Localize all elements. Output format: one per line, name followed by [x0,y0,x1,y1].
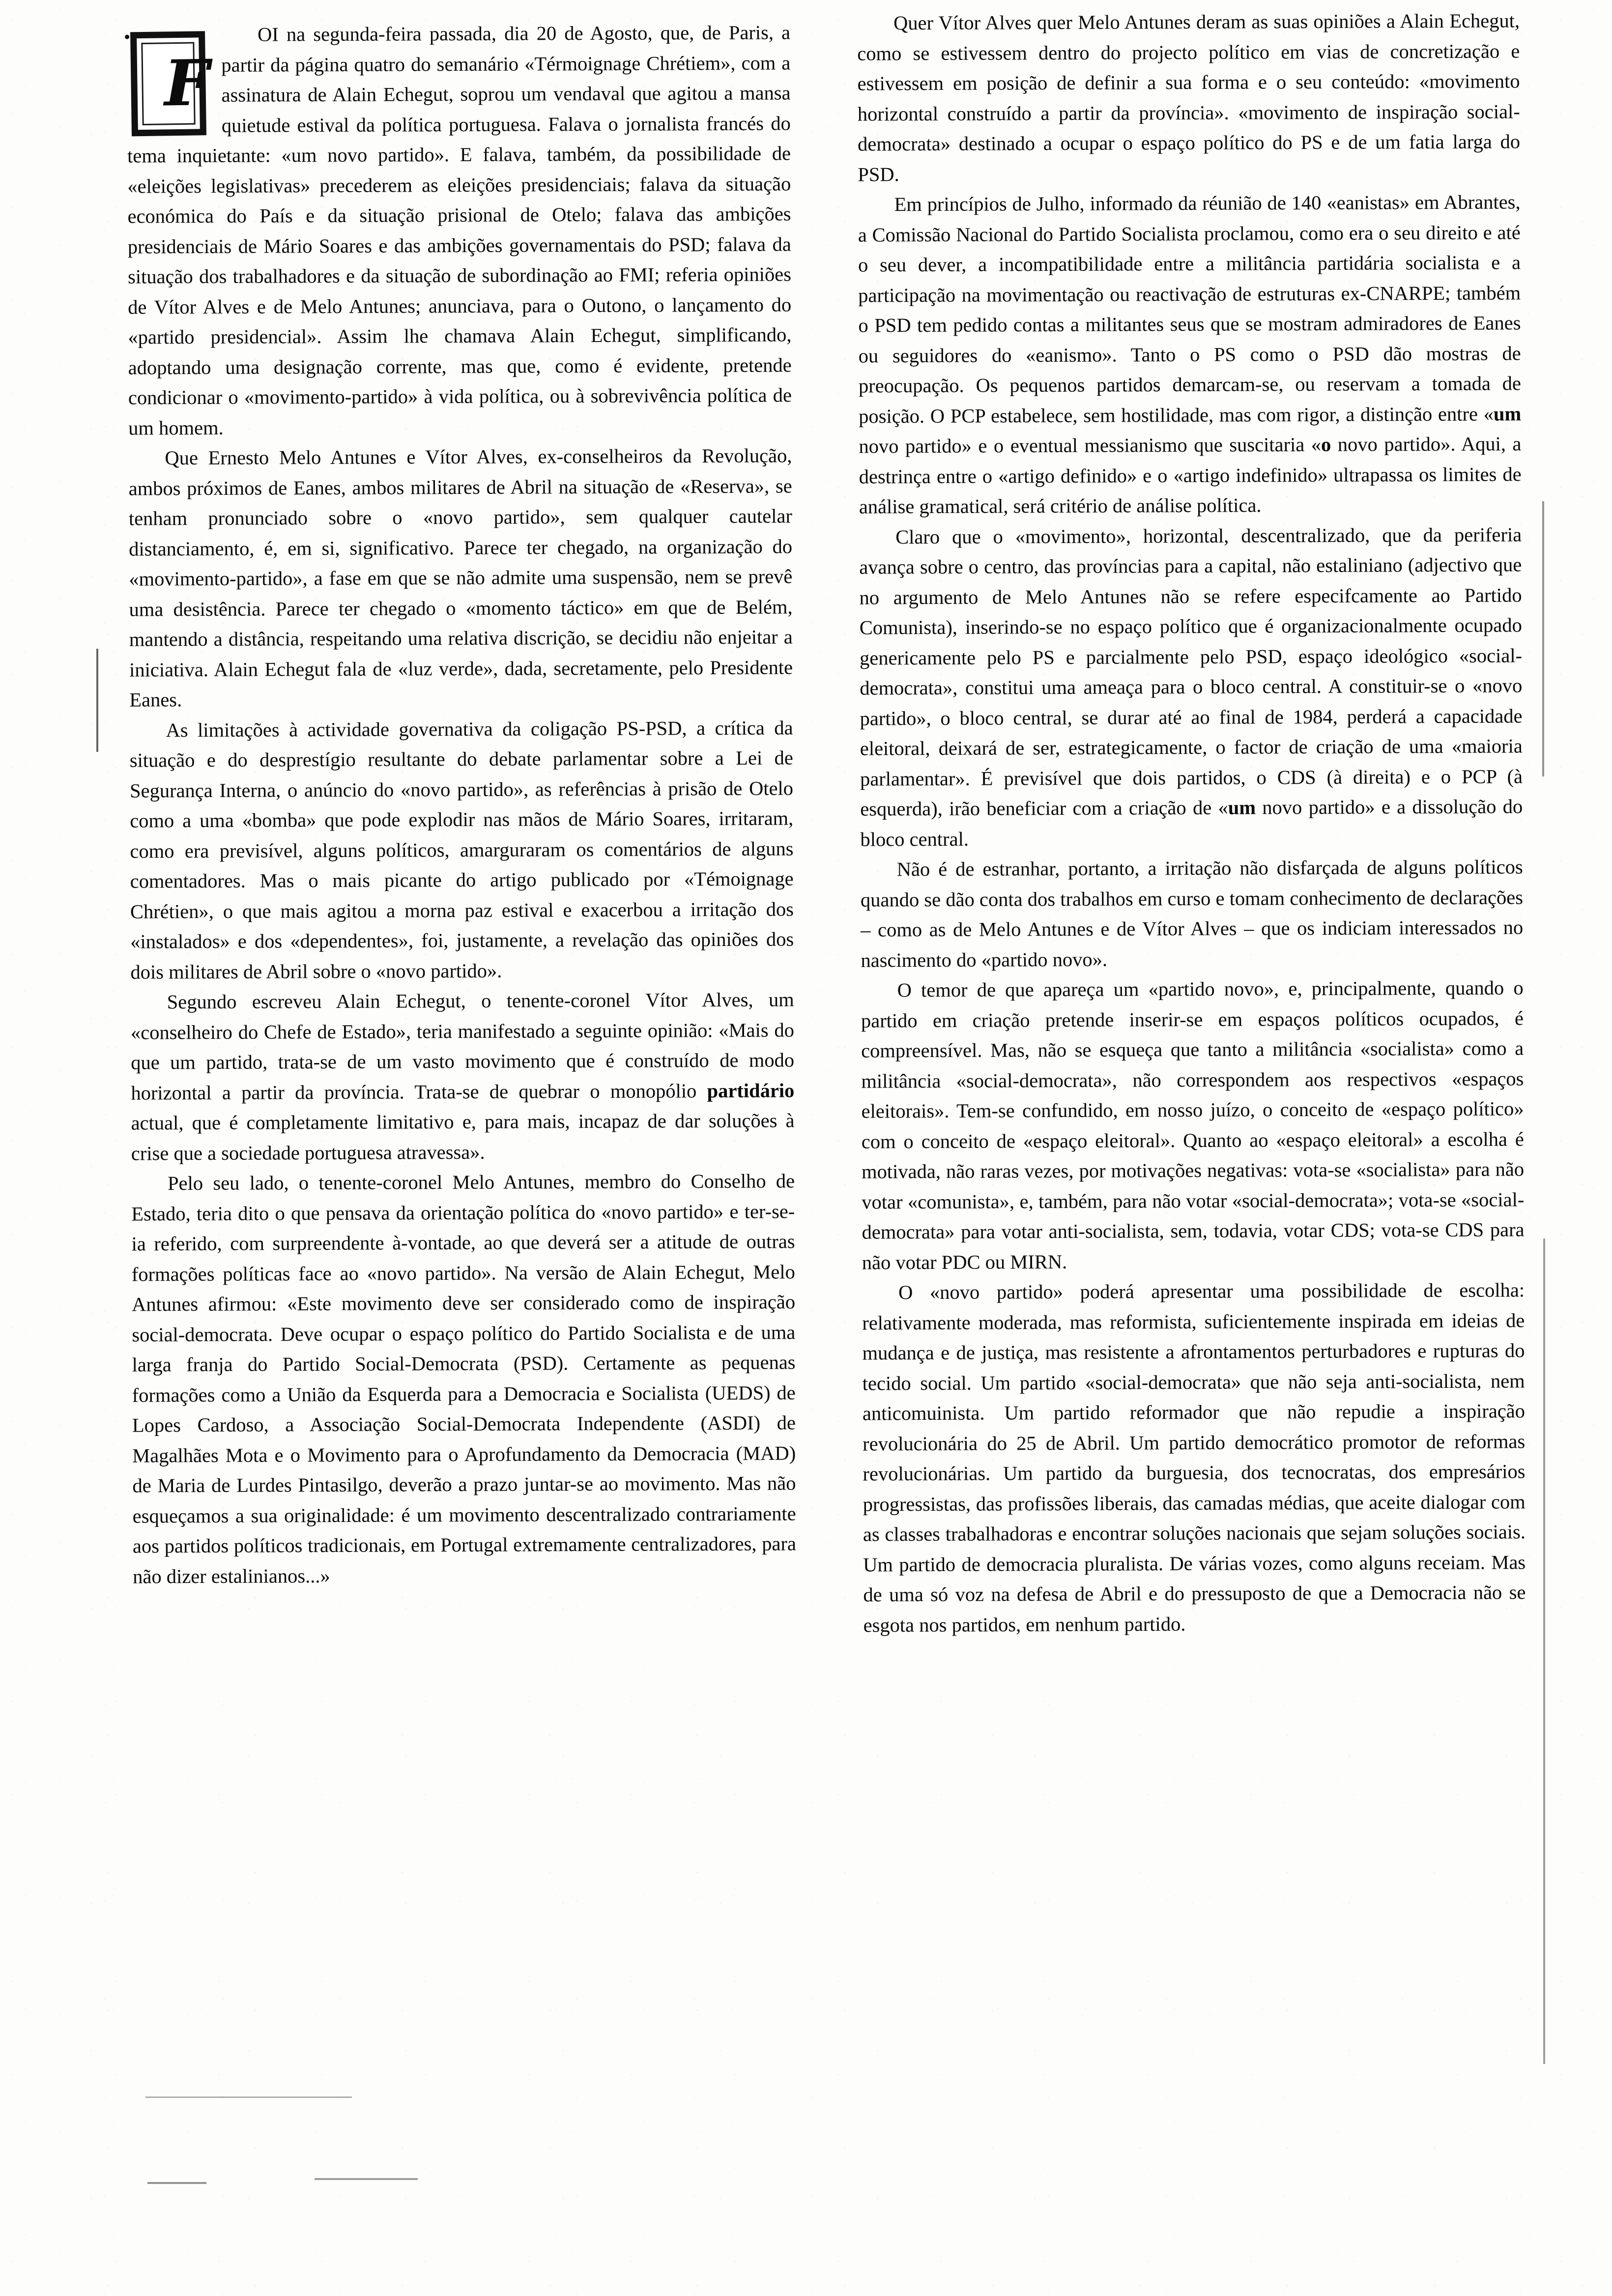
drop-cap-initial [127,31,214,138]
scan-artifact-left-dotted [145,2096,352,2098]
paragraph-right-2-segment-1: Em princípios de Julho, informado da réunião de 140 «eanistas» em Abrantes, a Comissão Nacional do Partido Socialista proclamou, como era o seu direito e até o seu dever, a incompatibilidade entre a militância partidária socialista e a participação na movimentação ou reactivação de estruturas ex-CNARPE; também o PSD tem pedido contas a militantes seus que se mostram admiradores de Eanes ou seguidores do «eanismo». Tanto o PS como o PSD dão mostras de preocupação. Os pequenos partidos demarcam-se, ou reservam a tomada de posição. O PCP estabelece, sem hostilidade, mas com rigor, a distinção entre « [858,191,1522,428]
paragraph-right-4-text: Não é de estranhar, portanto, a irritação não disfarçada de alguns políticos quando se dão conta dos trabalhos em curso e tomam conhecimento de declarações – como as de Melo Antunes e de Vítor Alves – que os indiciam interessados no nascimento do «partido novo». [860,856,1524,972]
paragraph-left-2-text: Que Ernesto Melo Antunes e Vítor Alves, ex-conselheiros da Revolução, ambos próximos de Eanes, ambos militares de Abril na situação de «Reserva», se tenham pronunciado sobre o «novo partido», sem qualquer cautelar distanciamento, é, em si, significativo. Parece ter chegado, na organização do «movimento-partido», a fase em que se não admite uma suspensão, nem se prevê uma desistência. Parece ter chegado o «momento táctico» em que de Belém, mantendo a distância, respeitando uma relativa discrição, se decidiu não enjeitar a iniciativa. Alain Echegut fala de «luz verde», dada, secretamente, pelo Presidente Eanes. [128,444,793,711]
paragraph-right-5 [861,973,1525,1277]
scan-artifact-bottom-dash-2 [315,2178,418,2180]
paragraph-right-2-segment-5: novo partido». Aqui, a destrinça entre o «artigo definido» e o «artigo indefinido» ultrapassa os limites de análise gramatical, será critério de análise política. [859,432,1522,518]
paragraph-right-1 [857,5,1520,189]
emphasis-partidario: partidário [707,1079,795,1102]
scan-artifact-bottom-dash [147,2182,206,2184]
emphasis-um-indefinite-article: um [1493,402,1522,425]
paragraph-right-6-text: O «novo partido» poderá apresentar uma possibilidade de escolha: relativamente moderada, mas reformista, suficientemente inspirada em ideias de mudança e de justiça, mas resistente a afrontamentos perturbadores e rupturas do tecido social. Um partido «social-democrata» que não seja anti-socialista, nem anticomuinista. Um partido reformador que não repudie a inspiração revolucionária do 25 de Abril. Um partido democrático promotor de reformas revolucionárias. Um partido da burguesia, dos tecnocratas, dos empresários progressistas, das profissões liberais, das camadas médias, que aceite dialogar com as classes trabalhadoras e encontrar soluções nacionais que sejam soluções sociais. Um partido de democracia pluralista. De várias vozes, como alguns receiam. Mas de uma só voz na defesa de Abril e do pressuposto de que a Democracia não se esgota nos partidos, em nenhum partido. [862,1279,1526,1636]
paragraph-left-1-text: OI na segunda-feira passada, dia 20 de Agosto, que, de Paris, a partir da página quatro do semanário «Térmoignage Chrétiem», com a assinatura de Alain Echegut, soprou um vendaval que agitou a mansa quietude estival da política portuguesa. Falava o jornalista francés do tema inquietante: «um novo partido». E falava, também, da possibilidade de «eleições legislativas» precederem as eleições presidenciais; falava da situação económica do País e da situação prisional de Otelo; falava das ambições presidenciais de Mário Soares e das ambições governamentais do PSD; falava da situação dos trabalhadores e da situação de subordinação ao FMI; referia opiniões de Vítor Alves e de Melo Antunes; anunciava, para o Outono, o lançamento do «partido presidencial». Assim lhe chamava Alain Echegut, simplificando, adoptando uma designação corrente, mas que, como é evidente, pretende condicionar o «movimento-partido» à vida política, ou à sobrevivência política de um homem. [127,21,792,439]
emphasis-o-definite-article: o [1321,433,1331,456]
paragraph-left-4-segment-3: actual, que é completamente limitativo e, para mais, incapaz de dar soluções à crise que a sociedade portuguesa atravessa». [131,1109,795,1165]
paragraph-left-4 [131,984,795,1168]
paragraph-right-4 [861,852,1524,975]
paragraph-right-3-segment-1: Claro que o «movimento», horizontal, descentralizado, que da periferia avança sobre o centro, das províncias para a capital, não estaliniano (adjectivo que no argumento de Melo Antunes não se refere especifcamente ao Partido Comunista), inserindo-se no espaço político que é organizacionalmente ocupado genericamente pelo PS e parcialmente pelo PSD, espaço ideológico «social-democrata», constitui uma ameaça para o bloco central. A constituir-se o «novo partido», o bloco central, se durar até ao final de 1984, perderá a capacidade eleitoral, deixará de ser, estrategicamente, o factor de criação de uma «maioria parlamentar». É previsível que dois partidos, o CDS (à direita) e o PCP (à esquerda), irão beneficiar com a criação de « [859,523,1523,820]
paragraph-left-2 [128,440,793,715]
paragraph-right-1-text: Quer Vítor Alves quer Melo Antunes deram as suas opiniões a Alain Echegut, como se estivessem dentro do projecto político em vias de concretização e estivessem em posição de definir a sua forma e o seu conteúdo: «movimento horizontal construído a partir da província». «movimento de inspiração social-democrata» destinado a ocupar o espaço político do PS e de um fatia larga do PSD. [857,9,1521,186]
paragraph-left-5-text: Pelo seu lado, o tenente-coronel Melo Antunes, membro do Conselho de Estado, teria dito o que pensava da orientação política do «novo partido» e ter-se-ia referido, com surpreendente à-vontade, ao que deverá ser a atitude de outras formações políticas face ao «novo partido». Na versão de Alain Echegut, Melo Antunes afirmou: «Este movimento deve ser considerado como de inspiração social-democrata. Deve ocupar o espaço político do Partido Socialista e de uma larga franja do Partido Social-Democrata (PSD). Certamente as pequenas formações como a União da Esquerda para a Democracia e Socialista (UEDS) de Lopes Cardoso, a Associação Social-Democrata Independente (ASDI) de Magalhães Mota e o Movimento para o Aprofundamento da Democracia (MAD) de Maria de Lurdes Pintasilgo, deverão a prazo juntar-se ao movimento. Mas não esqueçamos a sua originalidade: é um movimento descentralizado contrariamente aos partidos políticos tradicionais, em Portugal extremamente centralizadores, para não dizer estalinianos...» [131,1170,797,1588]
paragraph-right-2-segment-3: novo partido» e o eventual messianismo que suscitaria « [859,433,1322,458]
paragraph-left-4-segment-1: Segundo escreveu Alain Echegut, o tenente-coronel Vítor Alves, um «conselheiro do Chefe de Estado», teria manifestado a seguinte opinião: «Mais do que um partido, trata-se de um vasto movimento que é construído de modo horizontal a partir da província. Trata-se de quebrar o monopólio [130,988,795,1104]
scan-artifact-right-rule [1542,501,1544,776]
paragraph-right-3 [859,519,1523,855]
article-column-right [857,5,1526,1640]
paragraph-right-3-segment-3: novo partido» e a dissolução do bloco central. [860,795,1523,851]
paragraph-right-5-text: O temor de que apareça um «partido novo», e, principalmente, quando o partido em criação pretende inserir-se em espaços políticos ocupados, é compreensível. Mas, não se esqueça que tanto a militância «socialista» como a militância «social-democrata», não correspondem aos respectivos «espaços eleitorais». Tem-se confundido, em nosso juízo, o conceito de «espaço político» com o conceito de «espaço eleitoral». Quanto ao «espaço eleitoral» a escolha é motivada, não raras vezes, por motivações negativas: vota-se «socialista» para não votar «comunista», e, também, para não votar «social-democrata»; vota-se «social-democrata» para votar anti-socialista, sem, todavia, votar CDS; vota-se CDS para não votar PDC ou MIRN. [861,976,1525,1274]
paragraph-right-2 [858,187,1522,522]
paragraph-left-3-text: As limitações à actividade governativa da coligação PS-PSD, a crítica da situação e do desprestígio resultante do debate parlamentar sobre a Lei de Segurança Interna, o anúncio do «novo partido», as referências à prisão de Otelo como a uma «bomba» que pode explodir nas mãos de Mário Soares, irritaram, como era previsível, alguns políticos, amarguraram os comentários de alguns comentadores. Mas o mais picante do artigo publicado por «Témoignage Chrétien», o que mais agitou a morna paz estival e exacerbou a irritação dos «instalados» e dos «dependentes», foi, justamente, a revelação das opiniões dos dois militares de Abril sobre o «novo partido». [129,716,794,983]
emphasis-um-indefinite-article-2: um [1228,796,1256,819]
paragraph-right-6 [862,1275,1526,1640]
scan-artifact-right-rule-lower [1543,1238,1545,2064]
scan-artifact-left-rule [96,649,98,752]
paragraph-left-3 [129,713,794,987]
paragraph-left-5 [131,1166,796,1591]
drop-cap-letter: F [163,46,210,121]
scan-speck [125,35,129,39]
paragraph-left-1 [127,17,792,443]
article-column-left [127,17,796,1591]
